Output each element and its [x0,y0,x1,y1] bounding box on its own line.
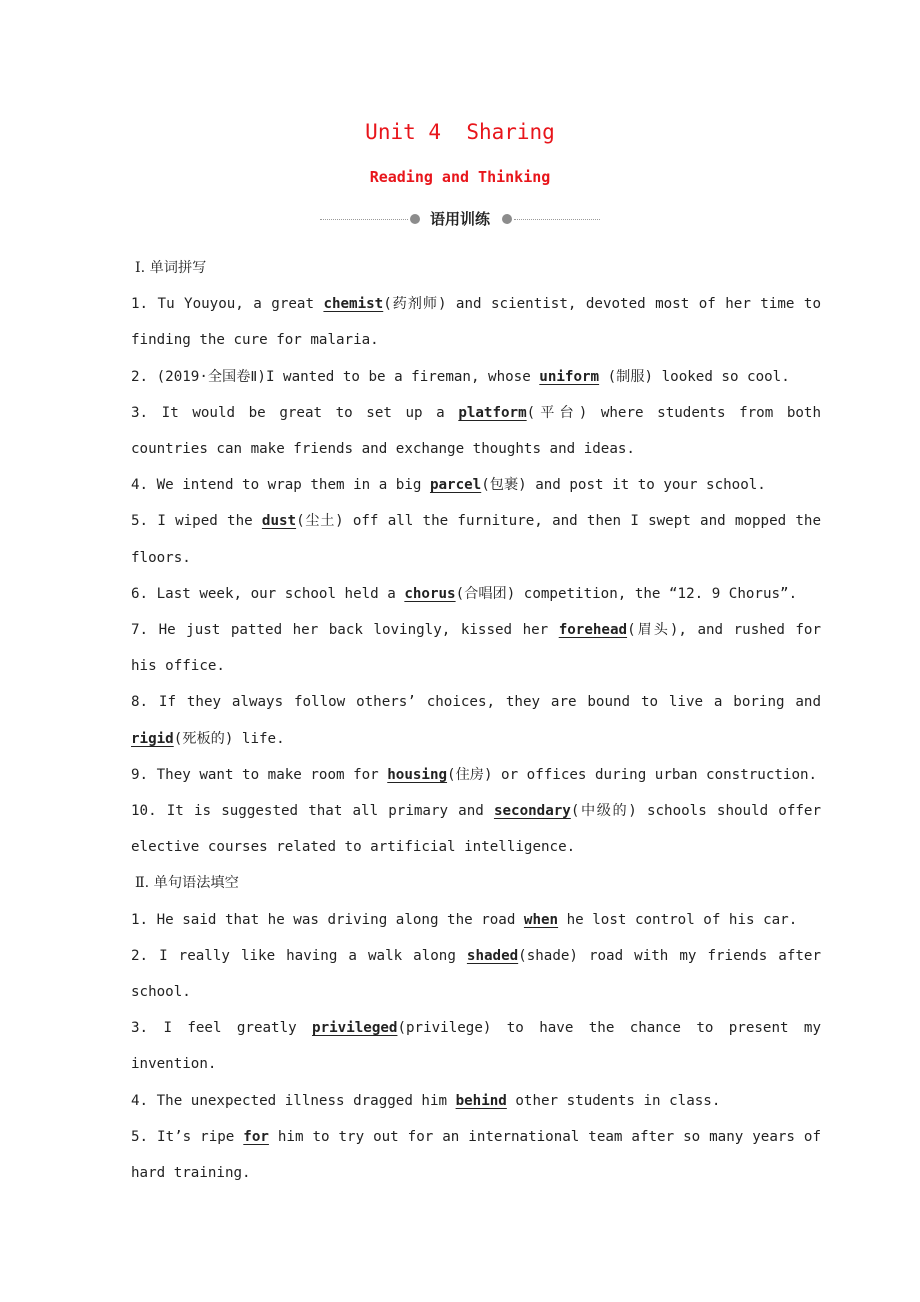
spelling-item-2 [131,359,821,395]
spelling-item-3 [131,395,821,467]
item-text-before: 1. He said that he was driving along the road [131,911,524,928]
banner-right-rule [514,219,600,220]
item-text-after: (合唱团) competition, the “12. 9 Chorus”. [455,585,798,602]
banner-label: 语用训练 [429,210,490,228]
item-text-before: 4. We intend to wrap them in a big [131,477,430,494]
item-text-after: he lost control of his car. [558,911,798,928]
item-text-after: (制服) looked so cool. [599,368,790,385]
item-text-before: 5. I wiped the [131,513,262,530]
answer-blank: forehead [558,622,628,639]
spelling-item-10 [131,793,821,865]
answer-blank: when [523,911,559,928]
spelling-item-7 [131,612,821,684]
answer-blank: rigid [131,730,174,747]
grammar-item-5 [131,1119,821,1191]
item-text-after: (包裹) and post it to your school. [481,477,766,494]
item-text-after: (平台) where students from both countries can make friends and exchange thoughts and ideas. [131,404,821,458]
item-text-before: 1. Tu Youyou, a great [131,296,324,313]
answer-blank: for [243,1128,269,1145]
grammar-item-3 [131,1010,821,1082]
answer-blank: privileged [312,1020,398,1037]
spelling-item-4 [131,467,821,503]
spelling-item-8 [131,684,821,756]
spelling-item-1 [131,286,821,358]
item-text-before: 2. (2019·全国卷Ⅱ)I wanted to be a fireman, whose [131,368,540,385]
item-text-before: 3. I feel greatly [131,1020,313,1037]
item-text-after: (shade) road with my friends after school. [131,947,821,1001]
item-text-before: 4. The unexpected illness dragged him [131,1092,456,1109]
answer-blank: dust [261,513,297,530]
spelling-item-5 [131,503,821,575]
item-text-before: 6. Last week, our school held a [131,585,405,602]
answer-blank: housing [387,766,448,783]
item-text-after: (眉头), and rushed for his office. [131,622,821,675]
item-text-before: 9. They want to make room for [131,766,388,783]
spelling-item-6 [131,576,821,612]
item-text-after: (药剂师) and scientist, devoted most of her time to finding the cure for malaria. [131,296,821,349]
answer-blank: chemist [323,296,384,313]
grammar-item-2 [131,938,821,1010]
section2-heading: Ⅱ. 单句语法填空 [135,875,239,892]
answer-blank: shaded [466,947,519,964]
answer-blank: uniform [539,368,600,385]
answer-blank: chorus [404,585,456,602]
item-text-before: 10. It is suggested that all primary and [131,803,494,820]
answer-blank: parcel [429,477,482,494]
section2-items [131,902,821,1192]
section1-heading: Ⅰ. 单词拼写 [135,260,207,276]
answer-blank: behind [455,1092,507,1109]
item-text-after: (中级的) schools should offer elective courses related to artificial intelligence. [131,803,821,856]
page-title: Unit 4 Sharing [365,120,555,144]
item-text-after: (住房) or offices during urban construction. [447,766,818,783]
item-text-before: 3. It would be great to set up a [131,404,459,421]
item-text-before: 8. If they always follow others’ choices, they are bound to live a boring and [131,694,821,711]
item-text-before: 2. I really like having a walk along [131,947,467,964]
item-text-before: 7. He just patted her back lovingly, kissed her [131,622,559,639]
banner-right-dot-icon [502,214,512,224]
answer-blank: platform [458,404,527,421]
section1-items [131,286,821,865]
spelling-item-9 [131,757,821,793]
item-text-after: other students in class. [506,1092,721,1109]
answer-blank: secondary [493,803,571,820]
item-text-before: 5. It’s ripe [131,1128,244,1145]
item-text-after: (死板的) life. [173,730,285,747]
grammar-item-1 [131,902,821,938]
item-text-after: him to try out for an international team after so many years of hard training. [131,1128,821,1182]
item-text-after: (尘土) off all the furniture, and then I swept and mopped the floors. [131,513,822,566]
section-banner [320,206,600,234]
page-subtitle: Reading and Thinking [369,168,551,186]
exercise-content [131,250,821,1191]
grammar-item-4 [131,1083,821,1119]
item-text-after: (privilege) to have the chance to present my invention. [131,1020,822,1073]
